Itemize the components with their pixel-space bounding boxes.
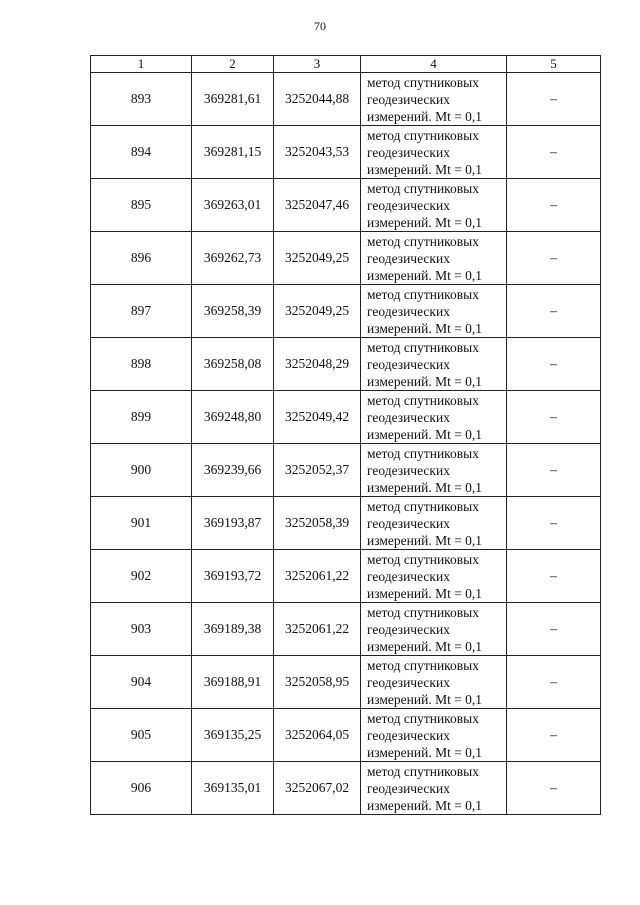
coordinates-table — [90, 55, 601, 815]
x-coordinate-cell: 369248,80 — [192, 391, 274, 444]
x-coordinate-cell: 369189,38 — [192, 603, 274, 656]
method-cell — [361, 391, 507, 444]
y-coordinate-cell: 3252049,25 — [274, 285, 361, 338]
method-line: измерений. Mt = 0,1 — [367, 691, 483, 707]
point-number-cell: 901 — [91, 497, 192, 550]
method-line: метод спутниковых — [367, 392, 479, 408]
method-line: измерений. Mt = 0,1 — [367, 320, 483, 336]
y-coordinate-cell: 3252052,37 — [274, 444, 361, 497]
method-line: геодезических — [367, 621, 450, 637]
method-line: измерений. Mt = 0,1 — [367, 797, 483, 813]
method-line: геодезических — [367, 780, 450, 796]
x-coordinate-cell: 369281,15 — [192, 126, 274, 179]
method-cell — [361, 603, 507, 656]
table-row — [91, 391, 601, 444]
method-line: метод спутниковых — [367, 286, 479, 302]
x-coordinate-cell: 369193,87 — [192, 497, 274, 550]
note-cell: – — [507, 338, 601, 391]
method-line: измерений. Mt = 0,1 — [367, 744, 483, 760]
table-body — [91, 73, 601, 815]
point-number-cell: 902 — [91, 550, 192, 603]
note-cell: – — [507, 656, 601, 709]
y-coordinate-cell: 3252049,42 — [274, 391, 361, 444]
method-line: измерений. Mt = 0,1 — [367, 108, 483, 124]
table-row — [91, 285, 601, 338]
table-row — [91, 73, 601, 126]
method-line: измерений. Mt = 0,1 — [367, 267, 483, 283]
method-cell — [361, 338, 507, 391]
header-cell: 4 — [361, 56, 507, 73]
point-number-cell: 905 — [91, 709, 192, 762]
note-cell: – — [507, 497, 601, 550]
point-number-cell: 903 — [91, 603, 192, 656]
table-row — [91, 444, 601, 497]
point-number-cell: 900 — [91, 444, 192, 497]
method-cell — [361, 709, 507, 762]
note-cell: – — [507, 603, 601, 656]
method-line: измерений. Mt = 0,1 — [367, 638, 483, 654]
header-cell: 2 — [192, 56, 274, 73]
point-number-cell: 904 — [91, 656, 192, 709]
table-row — [91, 656, 601, 709]
y-coordinate-cell: 3252058,95 — [274, 656, 361, 709]
point-number-cell: 906 — [91, 762, 192, 815]
method-cell — [361, 126, 507, 179]
method-line: геодезических — [367, 727, 450, 743]
x-coordinate-cell: 369258,39 — [192, 285, 274, 338]
method-line: метод спутниковых — [367, 710, 479, 726]
table-row — [91, 709, 601, 762]
method-cell — [361, 497, 507, 550]
point-number-cell: 895 — [91, 179, 192, 232]
y-coordinate-cell: 3252047,46 — [274, 179, 361, 232]
y-coordinate-cell: 3252044,88 — [274, 73, 361, 126]
method-line: геодезических — [367, 197, 450, 213]
note-cell: – — [507, 444, 601, 497]
method-line: измерений. Mt = 0,1 — [367, 426, 483, 442]
method-line: метод спутниковых — [367, 180, 479, 196]
note-cell: – — [507, 709, 601, 762]
method-line: геодезических — [367, 356, 450, 372]
y-coordinate-cell: 3252043,53 — [274, 126, 361, 179]
point-number-cell: 894 — [91, 126, 192, 179]
method-line: геодезических — [367, 674, 450, 690]
method-cell — [361, 73, 507, 126]
method-cell — [361, 179, 507, 232]
y-coordinate-cell: 3252058,39 — [274, 497, 361, 550]
method-line: измерений. Mt = 0,1 — [367, 373, 483, 389]
x-coordinate-cell: 369258,08 — [192, 338, 274, 391]
method-line: метод спутниковых — [367, 445, 479, 461]
note-cell: – — [507, 285, 601, 338]
y-coordinate-cell: 3252064,05 — [274, 709, 361, 762]
method-line: метод спутниковых — [367, 339, 479, 355]
point-number-cell: 896 — [91, 232, 192, 285]
header-cell: 5 — [507, 56, 601, 73]
method-cell — [361, 762, 507, 815]
method-line: метод спутниковых — [367, 127, 479, 143]
page-number: 70 — [314, 19, 326, 33]
note-cell: – — [507, 762, 601, 815]
method-line: метод спутниковых — [367, 604, 479, 620]
method-cell — [361, 444, 507, 497]
table-row — [91, 338, 601, 391]
y-coordinate-cell: 3252061,22 — [274, 550, 361, 603]
method-line: геодезических — [367, 144, 450, 160]
table-row — [91, 550, 601, 603]
x-coordinate-cell: 369193,72 — [192, 550, 274, 603]
method-line: геодезических — [367, 462, 450, 478]
table-row — [91, 179, 601, 232]
method-line: геодезических — [367, 515, 450, 531]
note-cell: – — [507, 179, 601, 232]
note-cell: – — [507, 126, 601, 179]
method-line: метод спутниковых — [367, 763, 479, 779]
method-line: измерений. Mt = 0,1 — [367, 161, 483, 177]
note-cell: – — [507, 232, 601, 285]
x-coordinate-cell: 369281,61 — [192, 73, 274, 126]
x-coordinate-cell: 369263,01 — [192, 179, 274, 232]
note-cell: – — [507, 391, 601, 444]
y-coordinate-cell: 3252061,22 — [274, 603, 361, 656]
note-cell: – — [507, 73, 601, 126]
x-coordinate-cell: 369239,66 — [192, 444, 274, 497]
method-line: измерений. Mt = 0,1 — [367, 532, 483, 548]
x-coordinate-cell: 369135,01 — [192, 762, 274, 815]
method-line: метод спутниковых — [367, 657, 479, 673]
method-line: измерений. Mt = 0,1 — [367, 585, 483, 601]
table-row — [91, 603, 601, 656]
method-cell — [361, 656, 507, 709]
table-row — [91, 762, 601, 815]
point-number-cell: 893 — [91, 73, 192, 126]
method-line: метод спутниковых — [367, 498, 479, 514]
method-line: метод спутниковых — [367, 233, 479, 249]
method-cell — [361, 232, 507, 285]
point-number-cell: 899 — [91, 391, 192, 444]
table-row — [91, 497, 601, 550]
method-line: метод спутниковых — [367, 551, 479, 567]
method-line: геодезических — [367, 303, 450, 319]
method-line: геодезических — [367, 91, 450, 107]
table-row — [91, 126, 601, 179]
method-cell — [361, 285, 507, 338]
method-line: измерений. Mt = 0,1 — [367, 479, 483, 495]
method-line: геодезических — [367, 409, 450, 425]
x-coordinate-cell: 369135,25 — [192, 709, 274, 762]
x-coordinate-cell: 369262,73 — [192, 232, 274, 285]
method-line: измерений. Mt = 0,1 — [367, 214, 483, 230]
point-number-cell: 897 — [91, 285, 192, 338]
table-row — [91, 232, 601, 285]
method-line: геодезических — [367, 250, 450, 266]
x-coordinate-cell: 369188,91 — [192, 656, 274, 709]
note-cell: – — [507, 550, 601, 603]
method-line: метод спутниковых — [367, 74, 479, 90]
header-cell: 3 — [274, 56, 361, 73]
y-coordinate-cell: 3252067,02 — [274, 762, 361, 815]
header-cell: 1 — [91, 56, 192, 73]
method-line: геодезических — [367, 568, 450, 584]
method-cell — [361, 550, 507, 603]
table-header-row — [91, 56, 601, 73]
y-coordinate-cell: 3252049,25 — [274, 232, 361, 285]
y-coordinate-cell: 3252048,29 — [274, 338, 361, 391]
point-number-cell: 898 — [91, 338, 192, 391]
